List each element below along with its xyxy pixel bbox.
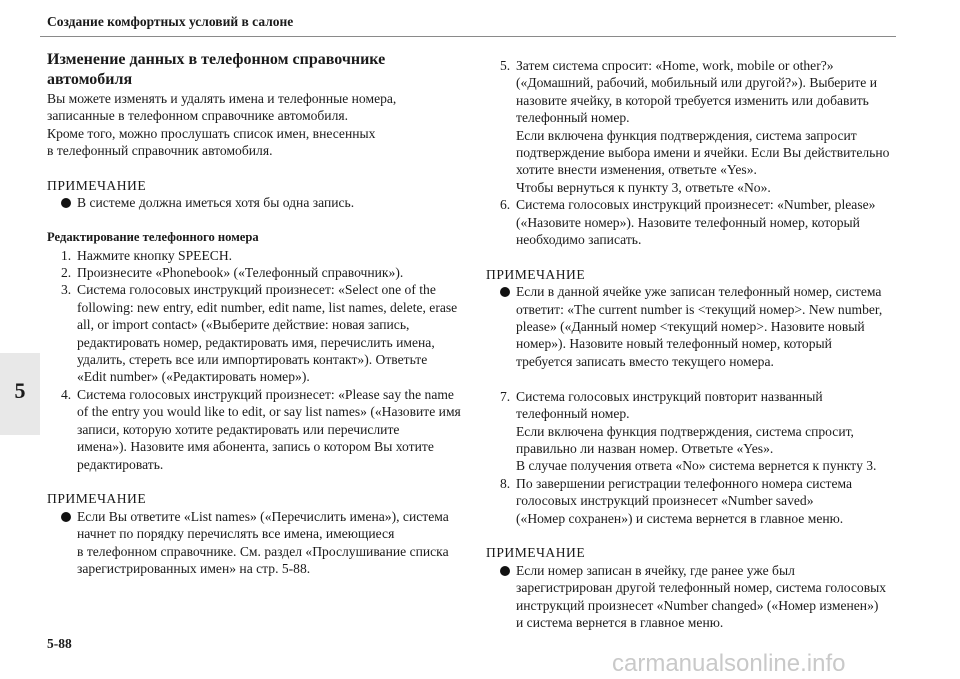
step-number: 7. xyxy=(500,388,511,404)
bullet-icon xyxy=(500,566,510,576)
note-line: Если в данной ячейке уже записан телефонный номер, система xyxy=(516,284,882,300)
note-heading: ПРИМЕЧАНИЕ xyxy=(47,178,147,194)
step-line: Чтобы вернуться к пункту 3, ответьте «No». xyxy=(516,179,771,195)
intro-line: Вы можете изменять и удалять имена и телефонные номера, xyxy=(47,91,397,106)
note-bullet xyxy=(47,508,465,578)
step-line: удалить, стереть все или импортировать контакт»). Ответьте xyxy=(77,352,428,368)
step-line: Система голосовых инструкций произнесет: «Number, please» xyxy=(516,197,876,213)
step-number: 8. xyxy=(500,475,511,491)
step-item xyxy=(486,57,904,196)
step-line: имена»). Назовите имя абонента, запись о котором Вы хотите xyxy=(77,439,434,455)
step-number: 5. xyxy=(500,58,511,73)
step-line: редактировать. xyxy=(77,456,164,472)
step-number: 3. xyxy=(61,282,72,298)
intro-line: Кроме того, можно прослушать список имен, внесенных xyxy=(47,125,376,141)
step-line: Если включена функция подтверждения, система запросит xyxy=(516,127,857,143)
step-line: записи, которую хотите редактировать или перечислите xyxy=(77,421,400,437)
left-column xyxy=(47,50,465,577)
steps-list xyxy=(47,247,465,473)
step-line: редактировать номер, редактировать имя, перечислить имена, xyxy=(77,334,435,350)
step-line: all, or import contact» («Выберите действие: новая запись, xyxy=(77,317,410,333)
step-line: телефонный номер. xyxy=(516,110,630,126)
step-line: Произнесите «Phonebook» («Телефонный справочник»). xyxy=(77,265,404,281)
section-tab-number: 5 xyxy=(14,378,26,403)
step-line: of the entry you would like to edit, or say list names» («Назовите имя xyxy=(77,404,461,420)
step-line: Система голосовых инструкций произнесет: «Please say the name xyxy=(77,386,454,402)
right-column xyxy=(486,57,904,631)
bullet-icon xyxy=(500,287,510,297)
subheading: Редактирование телефонного номера xyxy=(47,230,259,245)
step-number: 6. xyxy=(500,197,511,213)
step-line: («Назовите номер»). Назовите телефонный номер, который xyxy=(516,214,860,230)
step-line: правильно ли назван номер. Ответьте «Yes». xyxy=(516,440,774,456)
step-number: 2. xyxy=(61,265,72,281)
step-item xyxy=(486,196,904,248)
step-line: телефонный номер. xyxy=(516,406,630,422)
step-line: назовите ячейку, в которой требуется изменить или добавить xyxy=(516,92,869,108)
note-line: зарегистрирован другой телефонный номер, система голосовых xyxy=(516,580,887,596)
header-divider xyxy=(40,36,896,37)
step-line: Система голосовых инструкций повторит названный xyxy=(516,388,823,404)
watermark: carmanualsonline.info xyxy=(612,650,846,677)
step-number: 4. xyxy=(61,386,72,402)
step-number: 1. xyxy=(61,247,72,263)
step-item xyxy=(47,281,465,385)
note-line: в телефонном справочнике. См. раздел «Прослушивание списка xyxy=(77,543,449,559)
step-line: хотите внести изменения, ответьте «Yes». xyxy=(516,162,757,178)
note-line: и система вернется в главное меню. xyxy=(516,614,724,630)
step-item xyxy=(47,264,465,281)
intro-line: записанные в телефонном справочнике автомобиля. xyxy=(47,108,349,124)
steps-list xyxy=(486,57,904,248)
step-line: подтверждение выбора имени и ячейки. Если Вы действительно xyxy=(516,145,890,161)
note-line: please» («Данный номер <текущий номер>. Назовите новый xyxy=(516,319,865,335)
note-block xyxy=(47,490,465,577)
intro-text xyxy=(47,90,465,160)
note-line: инструкций произнесет «Number changed» («Номер изменен») xyxy=(516,597,879,613)
note-bullet xyxy=(47,194,465,211)
step-line: Система голосовых инструкций произнесет: «Select one of the xyxy=(77,282,436,298)
page-number: 5-88 xyxy=(47,636,72,651)
note-line: начнет по порядку перечислять все имена, имеющиеся xyxy=(77,526,395,542)
note-line: В системе должна иметься хотя бы одна запись. xyxy=(77,195,355,211)
step-line: («Домашний, рабочий, мобильный или другой?»). Выберите и xyxy=(516,75,878,91)
note-block xyxy=(486,544,904,631)
note-bullet xyxy=(486,283,904,370)
step-line: «Edit number» («Редактировать номер»). xyxy=(77,369,310,385)
note-block xyxy=(47,177,465,212)
step-item xyxy=(47,386,465,473)
note-line: зарегистрированных имен» на стр. 5-88. xyxy=(77,560,311,576)
steps-list xyxy=(486,388,904,527)
note-line: Если Вы ответите «List names» («Перечислить имена»), система xyxy=(77,508,449,524)
bullet-icon xyxy=(61,512,71,522)
step-line: following: new entry, edit number, edit name, list names, delete, erase xyxy=(77,299,458,315)
note-bullet xyxy=(486,562,904,632)
note-line: Если номер записан в ячейку, где ранее уже был xyxy=(516,562,795,578)
note-line: номер»). Назовите новый телефонный номер, который xyxy=(516,336,832,352)
step-line: голосовых инструкций произнесет «Number saved» xyxy=(516,493,814,509)
note-line: требуется записать вместо текущего номера. xyxy=(516,353,774,369)
step-line: необходимо записать. xyxy=(516,232,642,248)
step-line: Если включена функция подтверждения, система спросит, xyxy=(516,423,854,439)
step-line: Затем система спросит: «Home, work, mobile or other?» xyxy=(516,58,834,73)
note-block xyxy=(486,266,904,370)
step-item xyxy=(47,247,465,264)
step-item xyxy=(486,475,904,527)
intro-line: в телефонный справочник автомобиля. xyxy=(47,143,273,159)
step-line: («Номер сохранен») и система вернется в главное меню. xyxy=(516,510,844,526)
section-title: Изменение данных в телефонном справочнике автомобиля xyxy=(47,51,386,88)
bullet-icon xyxy=(61,198,71,208)
step-line: Нажмите кнопку SPEECH. xyxy=(77,247,233,263)
step-line: По завершении регистрации телефонного номера система xyxy=(516,475,853,491)
note-line: ответит: «The current number is <текущий номер>. New number, xyxy=(516,301,883,317)
note-heading: ПРИМЕЧАНИЕ xyxy=(47,491,147,507)
running-header: Создание комфортных условий в салоне xyxy=(47,14,294,29)
note-heading: ПРИМЕЧАНИЕ xyxy=(486,545,586,561)
step-line: В случае получения ответа «No» система вернется к пункту 3. xyxy=(516,458,877,474)
note-heading: ПРИМЕЧАНИЕ xyxy=(486,266,586,282)
step-item xyxy=(486,388,904,475)
